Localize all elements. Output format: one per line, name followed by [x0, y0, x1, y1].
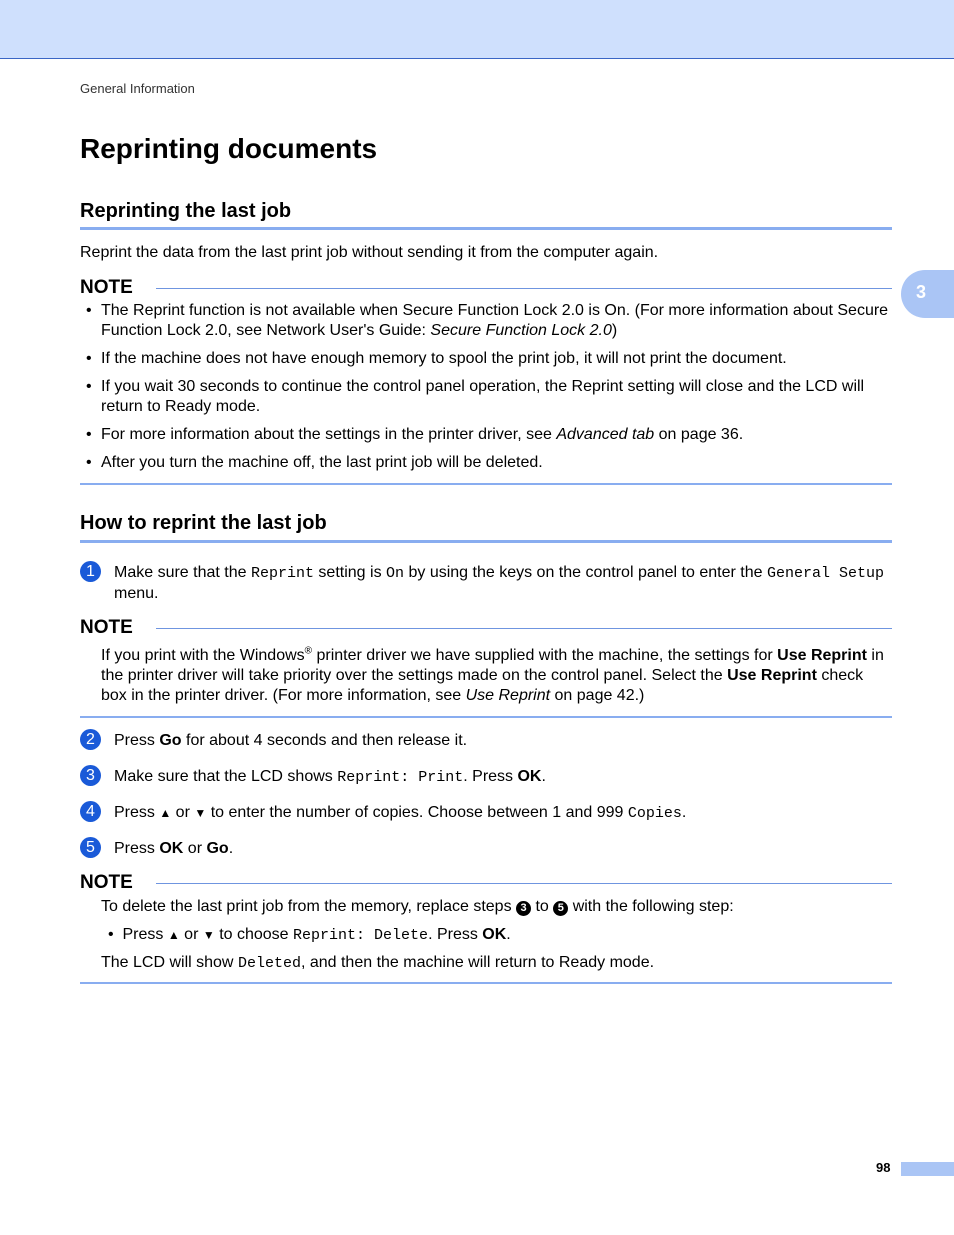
header-band — [0, 0, 954, 59]
note-label: NOTE — [80, 617, 133, 638]
breadcrumb: General Information — [80, 81, 195, 96]
note-body: If you print with the Windows® printer driver we have supplied with the machine, the settings for Use Reprint in the printer driver will take priority over the settings made on the control panel. Select the Use Reprint check box in the printer driver. (For more information, see Use Reprint on page 42.) — [101, 645, 884, 704]
note-rule — [156, 628, 892, 629]
section-rule — [80, 227, 892, 230]
note-end-rule — [80, 716, 892, 718]
up-arrow-icon: ▲ — [159, 806, 172, 820]
step-text: Press Go for about 4 seconds and then release it. — [114, 732, 468, 749]
link-text: Secure Function Lock 2.0 — [430, 322, 612, 339]
chapter-number: 3 — [916, 282, 927, 302]
note-end-rule — [80, 483, 892, 485]
section-rule — [80, 540, 892, 543]
down-arrow-icon: ▼ — [194, 806, 207, 820]
page-number: 98 — [876, 1160, 891, 1175]
note-rule — [156, 883, 892, 884]
note-body: The LCD will show Deleted, and then the machine will return to Ready mode. — [101, 954, 655, 972]
note-bullet: • After you turn the machine off, the last print job will be deleted. — [80, 453, 892, 473]
up-arrow-icon: ▲ — [167, 928, 180, 942]
section-intro: Reprint the data from the last print job without sending it from the computer again. — [80, 244, 659, 261]
note-bullet: • If you wait 30 seconds to continue the control panel operation, the Reprint setting will close and the LCD will return to Ready mode. — [80, 377, 892, 417]
section-heading-reprinting-last-job: Reprinting the last job — [80, 200, 292, 222]
link-text: Advanced tab — [556, 426, 655, 443]
step-number-badge: 4 — [80, 801, 101, 822]
step-text: Make sure that the Reprint setting is On by using the keys on the control panel to enter the General Setup menu. — [114, 564, 884, 602]
step-number-badge: 3 — [80, 765, 101, 786]
step-text: Press OK or Go. — [114, 840, 234, 857]
note-sub-bullet: • Press ▲ or ▼ to choose Reprint: Delete. Press OK. — [108, 926, 511, 944]
note-bullet: • The Reprint function is not available when Secure Function Lock 2.0 is On. (For more information about Secure Function Lock 2.0, see Network User's Guide: Secure Function Lock 2.0) — [80, 301, 892, 341]
note-end-rule — [80, 982, 892, 984]
step-number-badge: 5 — [80, 837, 101, 858]
chapter-tab — [901, 270, 954, 318]
note-label: NOTE — [80, 277, 133, 298]
note-rule — [156, 288, 892, 289]
page-title: Reprinting documents — [80, 133, 378, 164]
note-bullet-list — [80, 301, 892, 481]
step-ref-badge: 3 — [516, 901, 531, 916]
link-text: Use Reprint — [465, 687, 551, 704]
note-label: NOTE — [80, 872, 133, 893]
note-bullet: • If the machine does not have enough memory to spool the print job, it will not print the document. — [80, 349, 892, 369]
note-bullet: • For more information about the settings in the printer driver, see Advanced tab on page 36. — [80, 425, 892, 445]
step-text: Make sure that the LCD shows Reprint: Print. Press OK. — [114, 768, 546, 786]
step-number-badge: 1 — [80, 561, 101, 582]
down-arrow-icon: ▼ — [202, 928, 215, 942]
step-text: Press ▲ or ▼ to enter the number of copies. Choose between 1 and 999 Copies. — [114, 804, 687, 822]
step-number-badge: 2 — [80, 729, 101, 750]
footer-bar — [901, 1162, 954, 1176]
note-body: To delete the last print job from the memory, replace steps 3 to 5 with the following step: — [101, 898, 734, 915]
step-ref-badge: 5 — [553, 901, 568, 916]
section-heading-how-to-reprint: How to reprint the last job — [80, 512, 327, 534]
